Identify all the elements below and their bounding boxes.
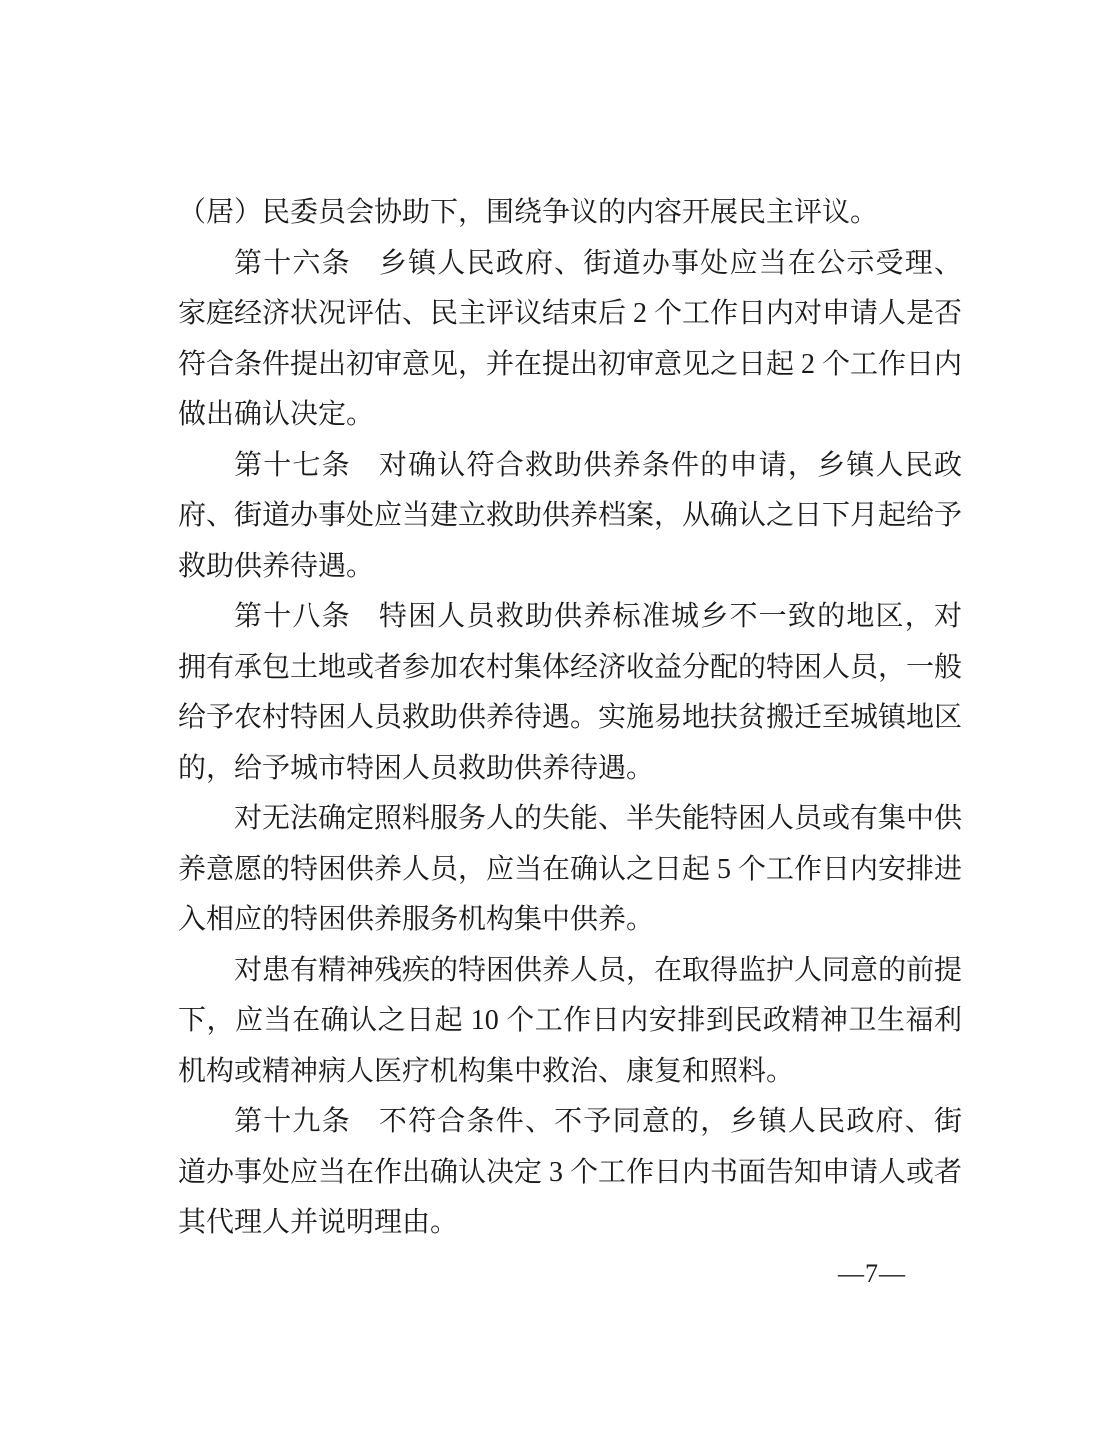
paragraph-text: 乡镇人民政府、街道办事处应当在公示受理、家庭经济状况评估、民主评议结束后 2 个工作日内对申请人是否符合条件提出初审意见，并在提出初审意见之日起 2 个工作日内做出确认决定。 bbox=[178, 247, 963, 430]
paragraph-article-18 bbox=[178, 592, 962, 794]
paragraph bbox=[178, 946, 962, 1098]
paragraph-text: 对患有精神残疾的特困供养人员，在取得监护人同意的前提下，应当在确认之日起 10 个工作日内安排到民政精神卫生福利机构或精神病人医疗机构集中救治、康复和照料。 bbox=[178, 954, 963, 1087]
page-number: —7— bbox=[838, 1258, 906, 1288]
paragraph-article-16 bbox=[178, 239, 962, 441]
paragraph-text: 特困人员救助供养标准城乡不一致的地区，对拥有承包土地或者参加农村集体经济收益分配的特困人员，一般给予农村特困人员救助供养待遇。实施易地扶贫搬迁至城镇地区的，给予城市特困人员救助供养待遇。 bbox=[178, 601, 963, 784]
paragraph-continuation bbox=[178, 188, 962, 239]
article-number: 第十六条 bbox=[234, 247, 351, 279]
paragraph-text: 不符合条件、不予同意的，乡镇人民政府、街道办事处应当在作出确认决定 3 个工作日内书面告知申请人或者其代理人并说明理由。 bbox=[178, 1106, 963, 1238]
paragraph-article-19 bbox=[178, 1097, 962, 1249]
article-number: 第十九条 bbox=[234, 1106, 351, 1137]
article-number: 第十八条 bbox=[234, 601, 351, 632]
paragraph-text: （居）民委员会协助下，围绕争议的内容开展民主评议。 bbox=[178, 197, 879, 228]
article-number: 第十七条 bbox=[234, 449, 351, 481]
paragraph bbox=[178, 794, 962, 946]
paragraph-article-17 bbox=[178, 441, 962, 593]
paragraph-text: 对确认符合救助供养条件的申请，乡镇人民政府、街道办事处应当建立救助供养档案，从确认之日下月起给予救助供养待遇。 bbox=[178, 449, 963, 582]
paragraph-text: 对无法确定照料服务人的失能、半失能特困人员或有集中供养意愿的特困供养人员，应当在确认之日起 5 个工作日内安排进入相应的特困供养服务机构集中供养。 bbox=[178, 803, 963, 935]
document-body bbox=[178, 188, 962, 1299]
